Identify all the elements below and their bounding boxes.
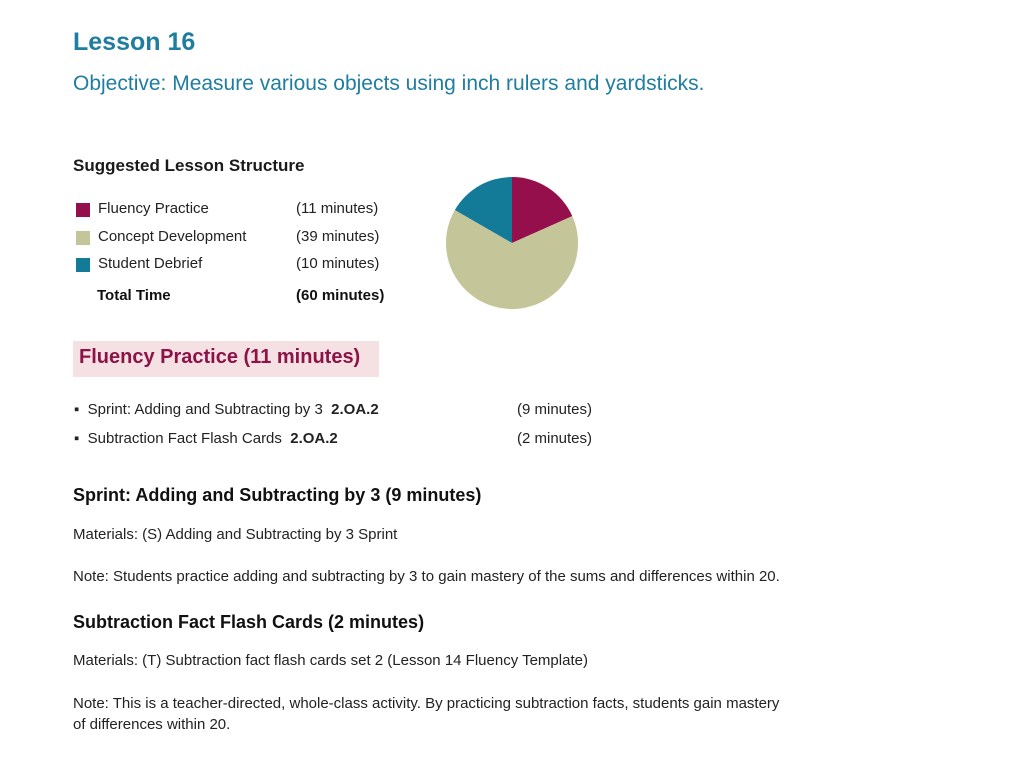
total-time-value: (60 minutes) [296,287,385,304]
flash-cards-note-line1: Note: This is a teacher-directed, whole-class activity. By practicing subtraction facts, students gain mastery [73,695,780,712]
legend-label-debrief: Student Debrief [98,255,203,272]
fluency-practice-heading: Fluency Practice (11 minutes) [79,346,361,368]
fluency-bullet-flash-time: (2 minutes) [517,430,593,447]
flash-cards-note-line2: of differences within 20. [73,716,231,733]
bullet-code: 2.OA.2 [290,430,338,447]
flash-cards-heading: Subtraction Fact Flash Cards (2 minutes) [73,612,425,632]
sprint-materials: Materials: (S) Adding and Subtracting by 3 Sprint [73,526,398,543]
legend-time-fluency: (11 minutes) [296,200,379,217]
lesson-title: Lesson 16 [73,28,196,56]
fluency-bullet-sprint-time: (9 minutes) [517,401,593,418]
legend-swatch-fluency [76,203,90,217]
legend-label-concept: Concept Development [98,228,247,245]
legend-swatch-concept [76,231,90,245]
legend-time-debrief: (10 minutes) [296,255,380,272]
lesson-structure-pie-chart [440,172,590,316]
objective: Objective: Measure various objects using inch rulers and yardsticks. [73,72,705,95]
bullet-marker: ▪ [74,401,88,418]
structure-heading: Suggested Lesson Structure [73,156,305,175]
total-time-label: Total Time [97,287,171,304]
legend-label-fluency: Fluency Practice [98,200,209,217]
bullet-text: Subtraction Fact Flash Cards [87,430,282,447]
bullet-text: Sprint: Adding and Subtracting by 3 [87,401,323,418]
fluency-bullet-sprint [74,401,379,418]
legend-swatch-debrief [76,258,90,272]
legend-time-concept: (39 minutes) [296,228,380,245]
sprint-note: Note: Students practice adding and subtracting by 3 to gain mastery of the sums and differences within 20. [73,568,780,585]
flash-cards-materials: Materials: (T) Subtraction fact flash cards set 2 (Lesson 14 Fluency Template) [73,652,588,669]
fluency-practice-banner [73,341,379,377]
bullet-code: 2.OA.2 [331,401,379,418]
bullet-marker: ▪ [74,430,88,447]
sprint-heading: Sprint: Adding and Subtracting by 3 (9 minutes) [73,485,482,505]
fluency-bullet-flash [74,430,338,447]
